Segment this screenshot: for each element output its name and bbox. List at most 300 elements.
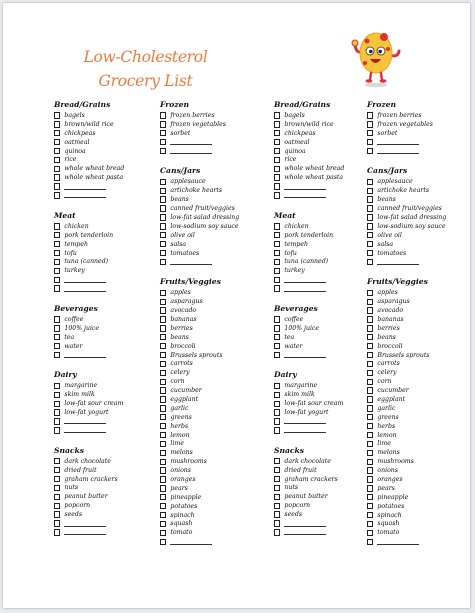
list-item: [367, 520, 475, 529]
section-heading: Dairy: [274, 370, 297, 380]
blank-entry-line[interactable]: [64, 418, 106, 424]
item-label: coffee: [64, 315, 84, 323]
checkbox[interactable]: [160, 223, 166, 229]
list-section: [367, 166, 475, 266]
checkbox[interactable]: [367, 539, 373, 545]
blank-entry-line[interactable]: [377, 139, 419, 145]
section-heading: Fruits/Veggies: [160, 277, 221, 287]
checkbox[interactable]: [367, 343, 373, 349]
checkbox[interactable]: [274, 192, 280, 198]
checkbox[interactable]: [54, 130, 60, 136]
item-label: oatmeal: [64, 138, 90, 146]
checkbox[interactable]: [160, 259, 166, 265]
item-label: applesauce: [377, 178, 413, 186]
list-item: [54, 342, 166, 351]
checkbox[interactable]: [54, 192, 60, 198]
checkbox[interactable]: [54, 334, 60, 340]
item-label: herbs: [170, 422, 189, 430]
item-label: dried fruit: [64, 466, 97, 474]
list-item: [367, 240, 475, 249]
blank-entry-line[interactable]: [284, 277, 326, 283]
checkbox[interactable]: [54, 241, 60, 247]
item-label: apples: [377, 289, 398, 297]
list-item: [54, 381, 166, 390]
checkbox[interactable]: [367, 370, 373, 376]
item-label: mushrooms: [377, 458, 414, 466]
checkbox[interactable]: [367, 290, 373, 296]
checkbox[interactable]: [367, 259, 373, 265]
checkbox[interactable]: [160, 148, 166, 154]
checkbox[interactable]: [160, 521, 166, 527]
list-item: [160, 368, 272, 377]
list-item: [367, 257, 475, 266]
checkbox[interactable]: [54, 232, 60, 238]
list-item: [160, 511, 272, 520]
list-item: [54, 249, 166, 258]
checkbox[interactable]: [274, 427, 280, 433]
checkbox[interactable]: [160, 503, 166, 509]
list-item: [54, 475, 166, 484]
item-label: tofu: [284, 249, 297, 257]
checkbox[interactable]: [160, 361, 166, 367]
checkbox[interactable]: [54, 112, 60, 118]
checkbox[interactable]: [160, 530, 166, 536]
section-heading: Dairy: [54, 370, 77, 380]
checkbox[interactable]: [160, 307, 166, 313]
list-item: [160, 204, 272, 213]
checkbox[interactable]: [160, 241, 166, 247]
checkbox[interactable]: [274, 259, 280, 265]
list-item: [367, 213, 475, 222]
checkbox[interactable]: [274, 285, 280, 291]
checkbox[interactable]: [54, 476, 60, 482]
checkbox[interactable]: [160, 432, 166, 438]
list-column: [160, 100, 272, 557]
checkbox[interactable]: [54, 511, 60, 517]
checkbox[interactable]: [274, 401, 280, 407]
item-label: quinoa: [64, 147, 86, 155]
item-label: tea: [64, 333, 75, 341]
list-item: [367, 342, 475, 351]
list-item: [54, 191, 166, 200]
checkbox[interactable]: [54, 316, 60, 322]
checkbox[interactable]: [274, 250, 280, 256]
item-label: lemon: [170, 431, 190, 439]
checkbox[interactable]: [274, 183, 280, 189]
checkbox[interactable]: [274, 148, 280, 154]
checkbox[interactable]: [160, 396, 166, 402]
list-item: [160, 147, 272, 156]
section-heading: Frozen: [367, 100, 396, 109]
checkbox[interactable]: [367, 250, 373, 256]
blank-entry-line[interactable]: [170, 148, 212, 154]
checkbox[interactable]: [160, 459, 166, 465]
checkbox[interactable]: [367, 521, 373, 527]
checkbox[interactable]: [367, 530, 373, 536]
checkbox[interactable]: [274, 277, 280, 283]
checkbox[interactable]: [367, 432, 373, 438]
item-label: coffee: [284, 315, 304, 323]
checkbox[interactable]: [274, 112, 280, 118]
checkbox[interactable]: [274, 130, 280, 136]
checkbox[interactable]: [54, 494, 60, 500]
blank-entry-line[interactable]: [284, 427, 326, 433]
checkbox[interactable]: [160, 112, 166, 118]
list-item: [54, 492, 166, 501]
checkbox[interactable]: [160, 179, 166, 185]
checkbox[interactable]: [54, 383, 60, 389]
checkbox[interactable]: [54, 392, 60, 398]
item-label: artichoke hearts: [170, 187, 223, 195]
checkbox[interactable]: [367, 241, 373, 247]
checkbox[interactable]: [367, 232, 373, 238]
checkbox[interactable]: [54, 520, 60, 526]
item-label: nuts: [64, 484, 79, 492]
checkbox[interactable]: [54, 250, 60, 256]
checkbox[interactable]: [54, 174, 60, 180]
checkbox[interactable]: [160, 130, 166, 136]
checkbox[interactable]: [160, 539, 166, 545]
checkbox[interactable]: [367, 387, 373, 393]
checkbox[interactable]: [367, 139, 373, 145]
blank-entry-line[interactable]: [64, 184, 106, 190]
list-item: [160, 502, 272, 511]
checkbox[interactable]: [54, 148, 60, 154]
checkbox[interactable]: [274, 157, 280, 163]
checkbox[interactable]: [54, 343, 60, 349]
blank-entry-line[interactable]: [284, 184, 326, 190]
list-item: [160, 359, 272, 368]
checkbox[interactable]: [367, 179, 373, 185]
list-item: [54, 466, 166, 475]
item-label: tomatoes: [170, 249, 200, 257]
blank-entry-line[interactable]: [377, 148, 419, 154]
checkbox[interactable]: [54, 183, 60, 189]
list-item: [54, 182, 166, 191]
checkbox[interactable]: [54, 401, 60, 407]
checkbox[interactable]: [367, 467, 373, 473]
item-label: pineapple: [170, 493, 202, 501]
list-item: [160, 440, 272, 449]
list-item: [160, 457, 272, 466]
checkbox[interactable]: [274, 503, 280, 509]
item-label: lime: [170, 440, 184, 448]
checkbox[interactable]: [367, 223, 373, 229]
checkbox[interactable]: [54, 418, 60, 424]
checkbox[interactable]: [367, 405, 373, 411]
item-label: canned fruit/veggies: [170, 205, 235, 213]
checkbox[interactable]: [367, 325, 373, 331]
checkbox[interactable]: [367, 352, 373, 358]
checkbox[interactable]: [54, 503, 60, 509]
item-label: Brussels sprouts: [377, 351, 430, 359]
checkbox[interactable]: [367, 316, 373, 322]
checkbox[interactable]: [160, 299, 166, 305]
checkbox[interactable]: [367, 512, 373, 518]
checkbox[interactable]: [274, 268, 280, 274]
checkbox[interactable]: [274, 343, 280, 349]
checkbox[interactable]: [160, 423, 166, 429]
section-heading: Bread/Grains: [274, 100, 331, 109]
item-label: carrots: [170, 360, 193, 368]
list-item: [367, 493, 475, 502]
checkbox[interactable]: [274, 223, 280, 229]
checkbox[interactable]: [367, 196, 373, 202]
item-label: chicken: [284, 222, 309, 230]
item-label: cucumber: [377, 387, 409, 395]
checkbox[interactable]: [54, 223, 60, 229]
checkbox[interactable]: [367, 450, 373, 456]
blank-entry-line[interactable]: [284, 192, 326, 198]
list-item: [367, 377, 475, 386]
checkbox[interactable]: [274, 232, 280, 238]
item-label: eggplant: [170, 395, 199, 403]
item-label: water: [64, 342, 83, 350]
list-item: [160, 413, 272, 422]
checkbox[interactable]: [367, 476, 373, 482]
checkbox[interactable]: [274, 494, 280, 500]
checkbox[interactable]: [274, 467, 280, 473]
item-label: bananas: [377, 315, 404, 323]
list-item: [367, 448, 475, 457]
item-label: bagels: [64, 111, 85, 119]
blank-entry-line[interactable]: [64, 286, 106, 292]
item-label: tuna (canned): [284, 258, 329, 266]
checkbox[interactable]: [160, 450, 166, 456]
blank-entry-line[interactable]: [284, 529, 326, 535]
checkbox[interactable]: [274, 458, 280, 464]
item-label: melons: [377, 449, 400, 457]
list-item: [160, 520, 272, 529]
checkbox[interactable]: [160, 441, 166, 447]
item-label: salsa: [170, 240, 187, 248]
checkbox[interactable]: [160, 485, 166, 491]
list-item: [54, 501, 166, 510]
item-label: frozen berries: [170, 111, 215, 119]
item-label: squash: [377, 520, 400, 528]
checkbox[interactable]: [54, 529, 60, 535]
list-item: [54, 257, 166, 266]
list-item: [54, 275, 166, 284]
checkbox[interactable]: [274, 121, 280, 127]
item-label: celery: [377, 369, 397, 377]
checkbox[interactable]: [160, 196, 166, 202]
checkbox[interactable]: [367, 130, 373, 136]
checkbox[interactable]: [160, 352, 166, 358]
checkbox[interactable]: [367, 299, 373, 305]
checkbox[interactable]: [367, 121, 373, 127]
page-title: Low-Cholesterol Grocery List: [83, 48, 208, 90]
checkbox[interactable]: [160, 250, 166, 256]
checkbox[interactable]: [367, 112, 373, 118]
checkbox[interactable]: [274, 383, 280, 389]
blank-entry-line[interactable]: [64, 529, 106, 535]
blank-entry-line[interactable]: [170, 139, 212, 145]
item-label: salsa: [377, 240, 394, 248]
checkbox[interactable]: [54, 325, 60, 331]
item-label: canned fruit/veggies: [377, 205, 442, 213]
checkbox[interactable]: [367, 423, 373, 429]
list-item: [367, 297, 475, 306]
checkbox[interactable]: [274, 529, 280, 535]
checkbox[interactable]: [160, 379, 166, 385]
blank-entry-line[interactable]: [284, 418, 326, 424]
item-label: dark chocolate: [64, 457, 111, 465]
checkbox[interactable]: [160, 343, 166, 349]
checkbox[interactable]: [274, 139, 280, 145]
list-item: [160, 111, 272, 120]
item-label: potatoes: [377, 502, 405, 510]
item-label: margarine: [284, 382, 318, 390]
checkbox[interactable]: [367, 361, 373, 367]
checkbox[interactable]: [274, 511, 280, 517]
blank-entry-line[interactable]: [284, 521, 326, 527]
list-item: [54, 164, 166, 173]
checkbox[interactable]: [54, 277, 60, 283]
checkbox[interactable]: [160, 121, 166, 127]
checkbox[interactable]: [160, 494, 166, 500]
list-item: [160, 120, 272, 129]
item-label: quinoa: [284, 147, 306, 155]
checkbox[interactable]: [274, 241, 280, 247]
checkbox[interactable]: [160, 188, 166, 194]
list-item: [367, 368, 475, 377]
checkbox[interactable]: [160, 467, 166, 473]
list-item: [54, 155, 166, 164]
checkbox[interactable]: [367, 307, 373, 313]
checkbox[interactable]: [367, 459, 373, 465]
item-label: low-fat salad dressing: [377, 213, 447, 221]
checkbox[interactable]: [54, 157, 60, 163]
checkbox[interactable]: [54, 427, 60, 433]
item-label: oranges: [170, 476, 196, 483]
list-section: [367, 277, 475, 546]
item-label: Brussels sprouts: [170, 351, 223, 359]
item-label: garlic: [377, 404, 396, 412]
checkbox[interactable]: [160, 334, 166, 340]
checkbox[interactable]: [54, 285, 60, 291]
checkbox[interactable]: [160, 405, 166, 411]
blank-entry-line[interactable]: [284, 352, 326, 358]
checkbox[interactable]: [54, 352, 60, 358]
item-label: frozen berries: [377, 111, 422, 119]
checkbox[interactable]: [274, 316, 280, 322]
section-heading: Snacks: [54, 445, 85, 455]
checkbox[interactable]: [274, 334, 280, 340]
checkbox[interactable]: [367, 148, 373, 154]
checkbox[interactable]: [367, 188, 373, 194]
checkbox[interactable]: [54, 485, 60, 491]
item-label: berries: [170, 324, 193, 332]
item-label: margarine: [64, 382, 98, 390]
checkbox[interactable]: [160, 370, 166, 376]
checkbox[interactable]: [367, 214, 373, 220]
list-item: [54, 284, 166, 293]
blank-entry-line[interactable]: [64, 521, 106, 527]
checkbox[interactable]: [274, 325, 280, 331]
item-label: corn: [170, 378, 185, 386]
list-item: [54, 399, 166, 408]
item-label: sorbet: [170, 129, 191, 137]
checkbox[interactable]: [367, 414, 373, 420]
blank-entry-line[interactable]: [64, 427, 106, 433]
blank-entry-line[interactable]: [64, 192, 106, 198]
blank-entry-line[interactable]: [170, 539, 212, 545]
checkbox[interactable]: [160, 232, 166, 238]
checkbox[interactable]: [367, 205, 373, 211]
checkbox[interactable]: [274, 352, 280, 358]
list-item: [160, 324, 272, 333]
checkbox[interactable]: [160, 414, 166, 420]
checkbox[interactable]: [367, 503, 373, 509]
checkbox[interactable]: [160, 139, 166, 145]
checkbox[interactable]: [367, 334, 373, 340]
checkbox[interactable]: [160, 214, 166, 220]
blank-entry-line[interactable]: [377, 539, 419, 545]
section-heading: Fruits/Veggies: [367, 277, 428, 287]
checkbox[interactable]: [54, 268, 60, 274]
list-item: [160, 431, 272, 440]
checkbox[interactable]: [367, 485, 373, 491]
checkbox[interactable]: [274, 520, 280, 526]
checkbox[interactable]: [54, 166, 60, 172]
list-item: [367, 324, 475, 333]
checkbox[interactable]: [274, 409, 280, 415]
checkbox[interactable]: [54, 121, 60, 127]
checkbox[interactable]: [160, 205, 166, 211]
checkbox[interactable]: [367, 441, 373, 447]
list-section: [367, 100, 475, 155]
checkbox[interactable]: [54, 259, 60, 265]
checkbox[interactable]: [54, 458, 60, 464]
list-item: [367, 129, 475, 138]
list-item: [367, 186, 475, 195]
blank-entry-line[interactable]: [170, 259, 212, 265]
checkbox[interactable]: [274, 418, 280, 424]
blank-entry-line[interactable]: [64, 277, 106, 283]
checkbox[interactable]: [160, 387, 166, 393]
checkbox[interactable]: [274, 485, 280, 491]
section-heading: Meat: [274, 210, 296, 220]
checkbox[interactable]: [367, 396, 373, 402]
checkbox[interactable]: [54, 467, 60, 473]
blank-entry-line[interactable]: [64, 352, 106, 358]
item-label: avocado: [377, 307, 404, 315]
checkbox[interactable]: [367, 494, 373, 500]
item-label: tomato: [377, 529, 400, 537]
checkbox[interactable]: [160, 316, 166, 322]
checkbox[interactable]: [160, 476, 166, 482]
checkbox[interactable]: [274, 166, 280, 172]
item-label: 100% juice: [64, 324, 100, 332]
blank-entry-line[interactable]: [284, 286, 326, 292]
item-label: pears: [170, 484, 188, 492]
item-label: low-fat salad dressing: [170, 213, 240, 221]
checkbox[interactable]: [160, 512, 166, 518]
checkbox[interactable]: [274, 392, 280, 398]
checkbox[interactable]: [54, 409, 60, 415]
item-label: onions: [377, 467, 398, 475]
blank-entry-line[interactable]: [377, 259, 419, 265]
checkbox[interactable]: [54, 139, 60, 145]
checkbox[interactable]: [274, 476, 280, 482]
checkbox[interactable]: [160, 290, 166, 296]
item-label: pineapple: [377, 493, 409, 501]
checkbox[interactable]: [367, 379, 373, 385]
checkbox[interactable]: [160, 325, 166, 331]
item-label: asparagus: [170, 298, 203, 306]
checkbox[interactable]: [274, 174, 280, 180]
